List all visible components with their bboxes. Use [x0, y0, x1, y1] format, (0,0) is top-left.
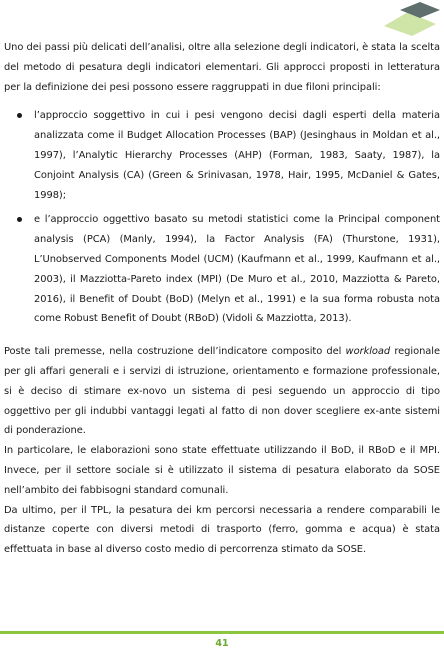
footer-divider — [0, 631, 444, 634]
publisher-logo-icon — [374, 0, 444, 36]
particular-paragraph: In particolare, le elaborazioni sono state effettuate utilizzando il BoD, il RBoD e il MPI. Invece, per il settore sociale si è utilizzato il sistema di pesatura elaborato da SOSE nell’ambito dei fabbisogni standard comunali. — [4, 445, 440, 496]
tpl-paragraph: Da ultimo, per il TPL, la pesatura dei km percorsi necessaria a rendere comparabili le distanze coperte con diversi metodi di trasporto (ferro, gomma e acqua) è stata effettuata in base al diverso costo medio di percorrenza stimato da SOSE. — [4, 504, 440, 556]
premise-text-start: Poste tali premesse, nella costruzione dell’indicatore composito del — [4, 346, 346, 358]
bullet-icon — [17, 217, 22, 222]
list-item — [4, 106, 440, 205]
objective-approach-text: e l’approccio oggettivo basato su metodi statistici come la Principal component analysis (PCA) (Manly, 1994), la Factor Analysis (FA) (Thurstone, 1931), L’Unobserved Components Model (UCM) (Kaufmann et al., 1999, Kaufmann et al., 2003), il Mazziotta-Pareto index (MPI) (De Muro et al., 2010, Mazziotta & Pareto, 2016), il Benefit of Doubt (BoD) (Melyn et al., 1991) e la sua forma robusta nota come Robust Benefit of Doubt (RBoD) (Vidoli & Mazziotta, 2013). — [34, 214, 440, 325]
page-number: 41 — [215, 638, 229, 649]
page-body — [4, 38, 440, 560]
premise-text-end: regionale per gli affari generali e i servizi di istruzione, orientamento e formazione professionale, si è deciso di stimare ex-novo un sistema di pesi seguendo un approccio di tipo oggettivo per gli indubbi vantaggi legati al fatto di non dover scegliere ex-ante sistemi di ponderazione. — [4, 346, 440, 437]
subjective-approach-text: l’approccio soggettivo in cui i pesi vengono decisi dagli esperti della materia analizzata come il Budget Allocation Processes (BAP) (Jesinghaus in Moldan et al., 1997), l’Analytic Hierarchy Processes (AHP) (Forman, 1983, Saaty, 1987), la Conjoint Analysis (CA) (Green & Srinivasan, 1978, Hair, 1995, McDaniel & Gates, 1998); — [34, 110, 440, 201]
weighting-approaches-list — [4, 106, 440, 329]
list-item — [4, 210, 440, 329]
premise-paragraph — [4, 342, 440, 441]
bullet-icon — [17, 113, 22, 118]
intro-paragraph: Uno dei passi più delicati dell’analisi, oltre alla selezione degli indicatori, è stata la scelta del metodo di pesatura degli indicatori elementari. Gli approcci proposti in letteratura per la definizione dei pesi possono essere raggruppati in due filoni principali: — [4, 42, 440, 93]
workload-term: workload — [345, 346, 391, 358]
